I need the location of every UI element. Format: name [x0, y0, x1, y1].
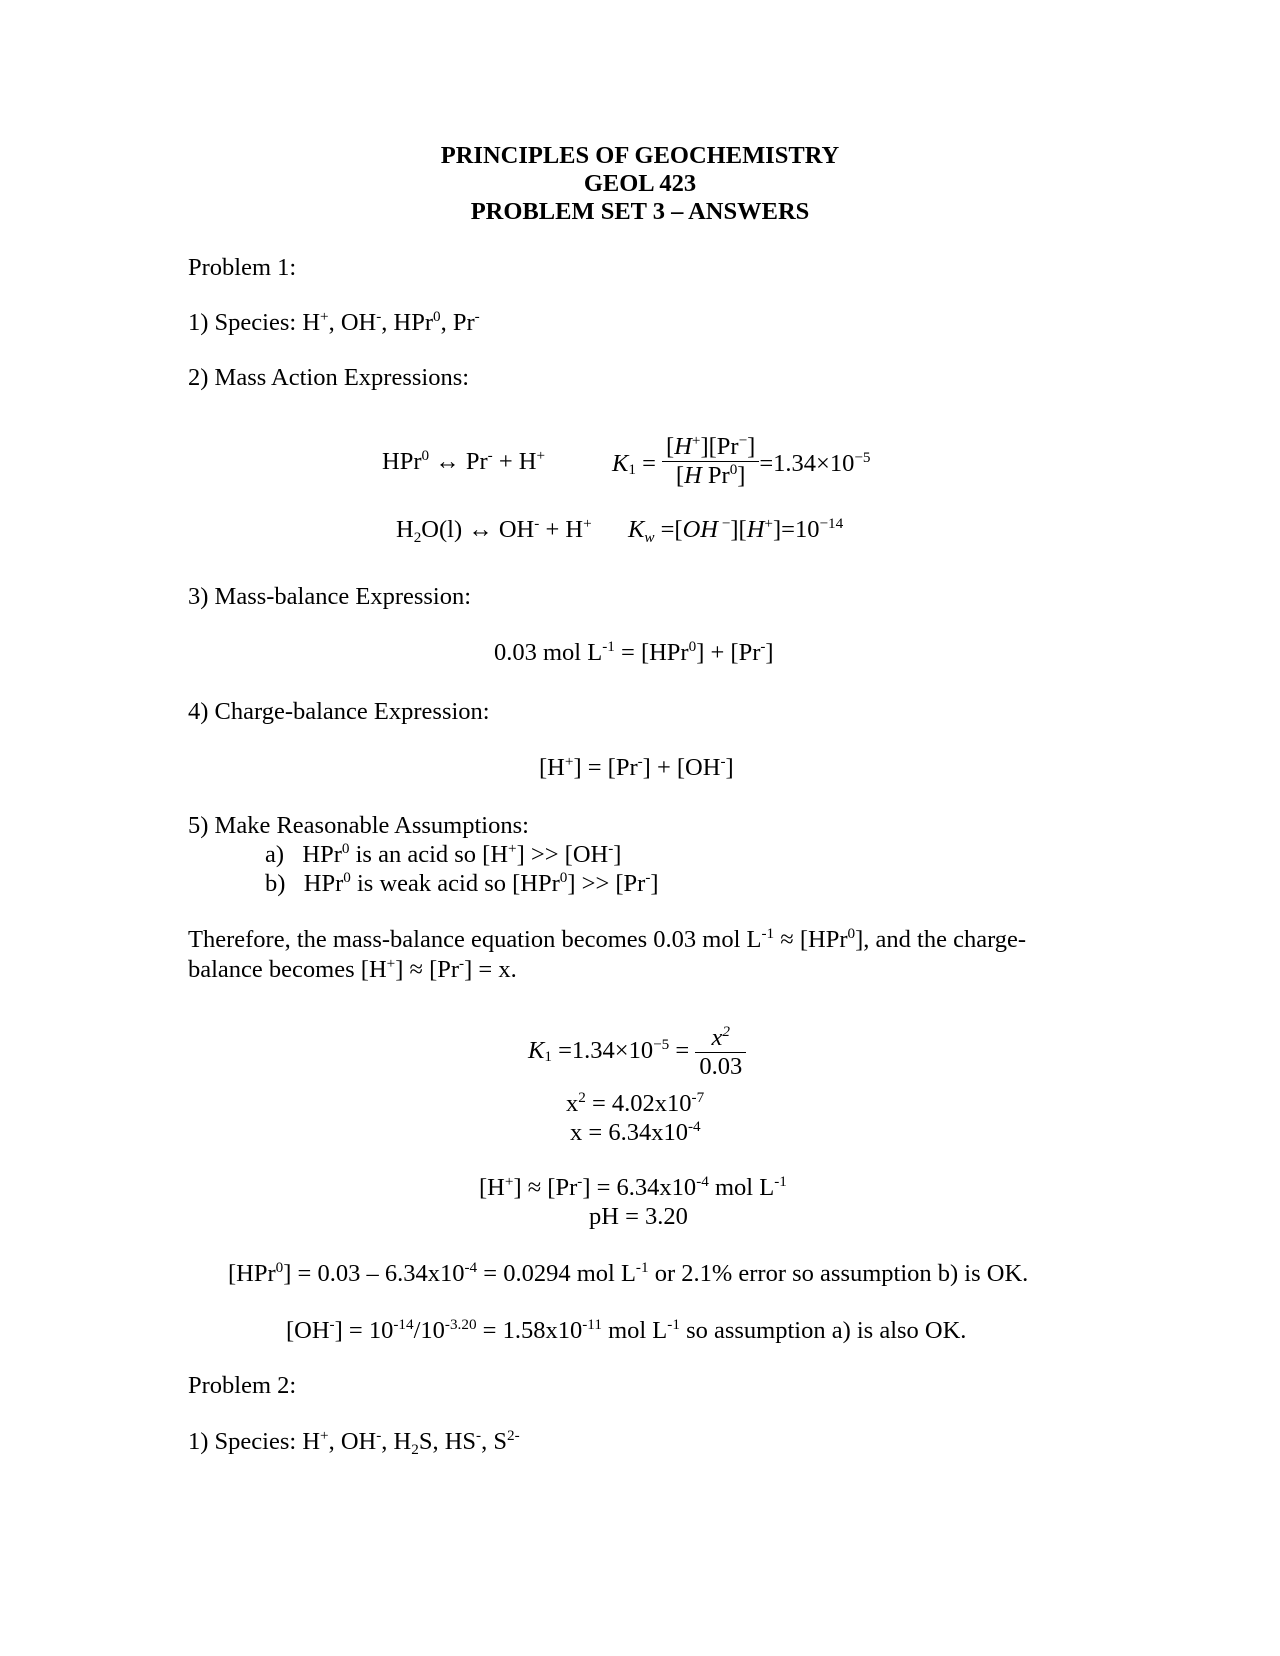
assumptions-heading: 5) Make Reasonable Assumptions: [188, 812, 529, 839]
charge-balance-equation: [H+] = [Pr-] + [OH-] [539, 752, 734, 781]
title-line-1: PRINCIPLES OF GEOCHEMISTRY [440, 142, 840, 169]
k1-calculation: $K_1 =1.34\times 10^{-5}$ = $\frac{x^2}{0.03}$ [528, 1024, 746, 1081]
therefore-line-1: Therefore, the mass-balance equation becomes 0.03 mol $L^{-1} \approx [HPr^0]$, and the charge- [188, 924, 1027, 953]
title-line-3: PROBLEM SET 3 – ANSWERS [470, 198, 810, 225]
reaction-1: HPr$^0$ ↔ Pr- + H+ [382, 446, 546, 475]
problem-2-species: 1) Species: H+, OH-, $H_2S$, HS-, $S^{2-}$ [188, 1426, 520, 1458]
kw-expression: $K_w =[OH$ $^-][H^+]=10^{-14}$ [628, 514, 844, 546]
x-squared-result: $x^2 = 4.02x10^{-7}$ [566, 1088, 705, 1117]
charge-balance-heading: 4) Charge-balance Expression: [188, 698, 490, 725]
title-line-2: GEOL 423 [583, 170, 697, 197]
assumption-b: b) HPr$^0$ is weak acid so [HPr$^0$] >> [Pr-] [265, 868, 659, 897]
assumption-a: a) HPr$^0$ is an acid so [H+] >> [OH-] [265, 839, 622, 868]
mass-balance-equation: 0.03 mol $L^{-1} = [HPr^0] + [Pr^-]$ [494, 637, 774, 666]
ph-result: pH = 3.20 [589, 1203, 688, 1230]
hpr-check: $[HPr^0] = 0.03 - 6.34x10^{-4} = 0.0294$ mol $L^{-1}$ or 2.1% error so assumption b) is OK. [228, 1258, 1029, 1287]
oh-check: $[OH^-] = 10^{-14}/10^{-3.20} = 1.58x10^{-11}$ mol $L^{-1}$ so assumption a) is also OK. [286, 1315, 967, 1344]
h-concentration-result: $[H^+] \approx [Pr^-] = 6.34x10^{-4}$ mol $L^{-1}$ [479, 1172, 787, 1201]
reaction-2: $H_2O(l)$ ↔ OH- + H+ [396, 514, 592, 546]
mass-balance-heading: 3) Mass-balance Expression: [188, 583, 472, 610]
k1-expression: $K_1$ = $\frac{[H^+][Pr^-]}{[H Pr^0]}$ $=1.34\times 10^{-5}$ [612, 431, 871, 490]
x-result: $x = 6.34x10^{-4}$ [570, 1117, 701, 1146]
problem-1-species: 1) Species: H+, OH-, HPr$^0$, Pr- [188, 307, 480, 336]
problem-2-heading: Problem 2: [188, 1372, 297, 1399]
therefore-line-2: balance becomes [H+] ≈ [Pr-] = x. [188, 954, 517, 983]
mass-action-heading: 2) Mass Action Expressions: [188, 364, 470, 391]
problem-1-heading: Problem 1: [188, 254, 297, 281]
